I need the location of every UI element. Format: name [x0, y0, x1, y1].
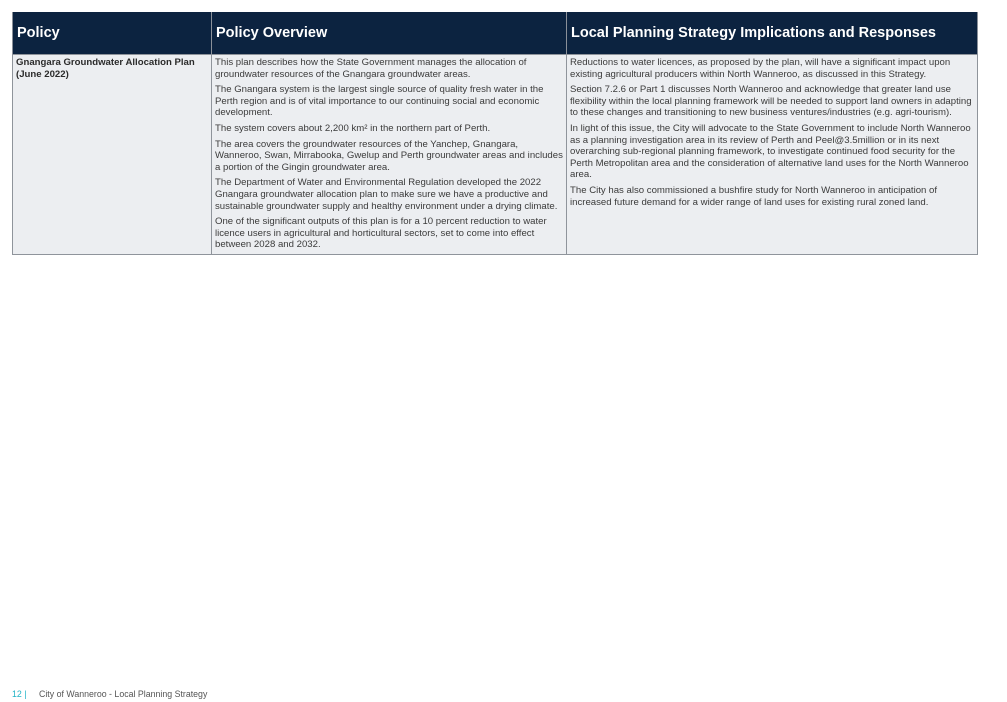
overview-paragraph: The area covers the groundwater resources of the Yanchep, Gnangara, Wanneroo, Swan, Mirrabooka, Gwelup and Perth groundwater areas and includes a portion of the Gingin groundwater area. [215, 138, 563, 173]
overview-paragraph: The Department of Water and Environmental Regulation developed the 2022 Gnangara groundwater allocation plan to make sure we have a productive and sustainable groundwater supply and healthy environment under a drying climate. [215, 177, 558, 212]
document-title: City of Wanneroo - Local Planning Strategy [38, 689, 208, 699]
implications-paragraph: In light of this issue, the City will advocate to the State Government to include North Wanneroo as a planning investigation area in its review of Perth and Peel@3.5million or in its next overarching sub-regional planning framework, to investigate continued food security for the Perth Metropolitan area and the consideration of alternative land uses for the North Wanneroo area. [570, 122, 971, 181]
overview-paragraph: The system covers about 2,200 km² in the northern part of Perth. [215, 122, 491, 134]
table-row [13, 55, 978, 255]
header-policy: Policy [13, 12, 212, 55]
policy-cell [13, 55, 212, 255]
header-implications-responses: Local Planning Strategy Implications and Responses [567, 12, 978, 55]
overview-paragraph: One of the significant outputs of this plan is for a 10 percent reduction to water licence users in agricultural and horticultural sectors, set to come into effect between 2028 and 2032. [215, 216, 547, 251]
overview-cell [212, 55, 567, 255]
implications-cell [567, 55, 978, 255]
page-footer [12, 689, 207, 699]
overview-paragraph: The Gnangara system is the largest single source of quality fresh water in the Perth region and is of vital importance to our continuing social and economic development. [215, 84, 544, 119]
header-policy-overview: Policy Overview [212, 12, 567, 55]
policy-name: Gnangara Groundwater Allocation Plan (June 2022) [16, 57, 195, 80]
table-header-row [13, 12, 978, 55]
implications-paragraph: Section 7.2.6 or Part 1 discusses North Wanneroo and acknowledge that greater land use flexibility within the local planning framework will be needed to support land owners in adapting to these changes and transitioning to new business ventures/industries (e.g. agri-tourism). [570, 84, 972, 119]
overview-paragraph: This plan describes how the State Government manages the allocation of groundwater resources of the Gnangara groundwater areas. [215, 57, 527, 80]
implications-paragraph: Reductions to water licences, as proposed by the plan, will have a significant impact upon existing agricultural producers within North Wanneroo, as discussed in this Strategy. [570, 57, 951, 80]
policy-table [12, 12, 978, 255]
page-number: 12 | [12, 689, 27, 699]
implications-paragraph: The City has also commissioned a bushfire study for North Wanneroo in anticipation of increased future demand for a wider range of land uses for existing rural zoned land. [570, 184, 938, 208]
